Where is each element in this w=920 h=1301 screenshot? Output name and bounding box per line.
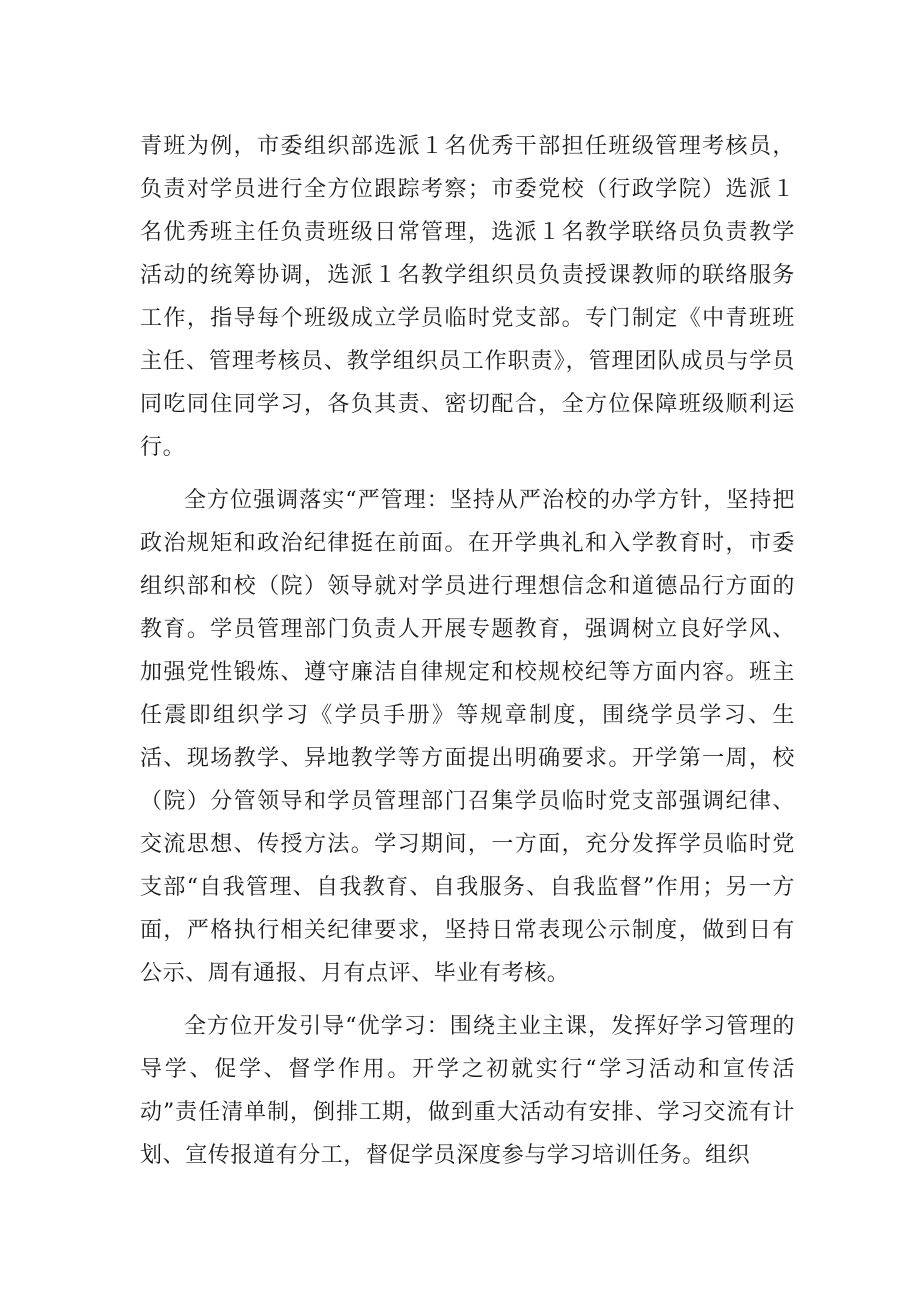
paragraph-3: 全方位开发引导“优学习：围绕主业主课，发挥好学习管理的导学、促学、督学作用。开学之初就实行“学习活动和宣传活动”责任清单制，倒排工期，做到重大活动有安排、学习交流有计划、宣传报道有分工，督促学员深度参与学习培训任务。组织: [140, 1014, 795, 1168]
paragraph-2: 全方位强调落实“严管理：坚持从严治校的办学方针，坚持把政治规矩和政治纪律挺在前面。在开学典礼和入学教育时，市委组织部和校（院）领导就对学员进行理想信念和道德品行方面的教育。学员管理部门负责人开展专题教育，强调树立良好学风、加强党性锻炼、遵守廉洁自律规定和校规校纪等方面内容。班主任震即组织学习《学员手册》等规章制度，围绕学员学习、生活、现场教学、异地教学等方面提出明确要求。开学第一周，校（院）分管领导和学员管理部门召集学员临时党支部强调纪律、交流思想、传授方法。学习期间，一方面，充分发挥学员临时党支部“自我管理、自我教育、自我服务、自我监督”作用；另一方面，严格执行相关纪律要求，坚持日常表现公示制度，做到日有公示、周有通报、月有点评、毕业有考核。: [140, 488, 795, 986]
paragraph-1: 青班为例，市委组织部选派１名优秀干部担任班级管理考核员，负责对学员进行全方位跟踪考察；市委党校（行政学院）选派１名优秀班主任负责班级日常管理，选派１名教学联络员负责教学活动的统筹协调，选派１名教学组织员负责授课教师的联络服务工作，指导每个班级成立学员临时党支部。专门制定《中青班班主任、管理考核员、教学组织员工作职责》，管理团队成员与学员同吃同住同学习，各负其责、密切配合，全方位保障班级顺利运行。: [140, 134, 795, 460]
document-body: [140, 125, 795, 1177]
